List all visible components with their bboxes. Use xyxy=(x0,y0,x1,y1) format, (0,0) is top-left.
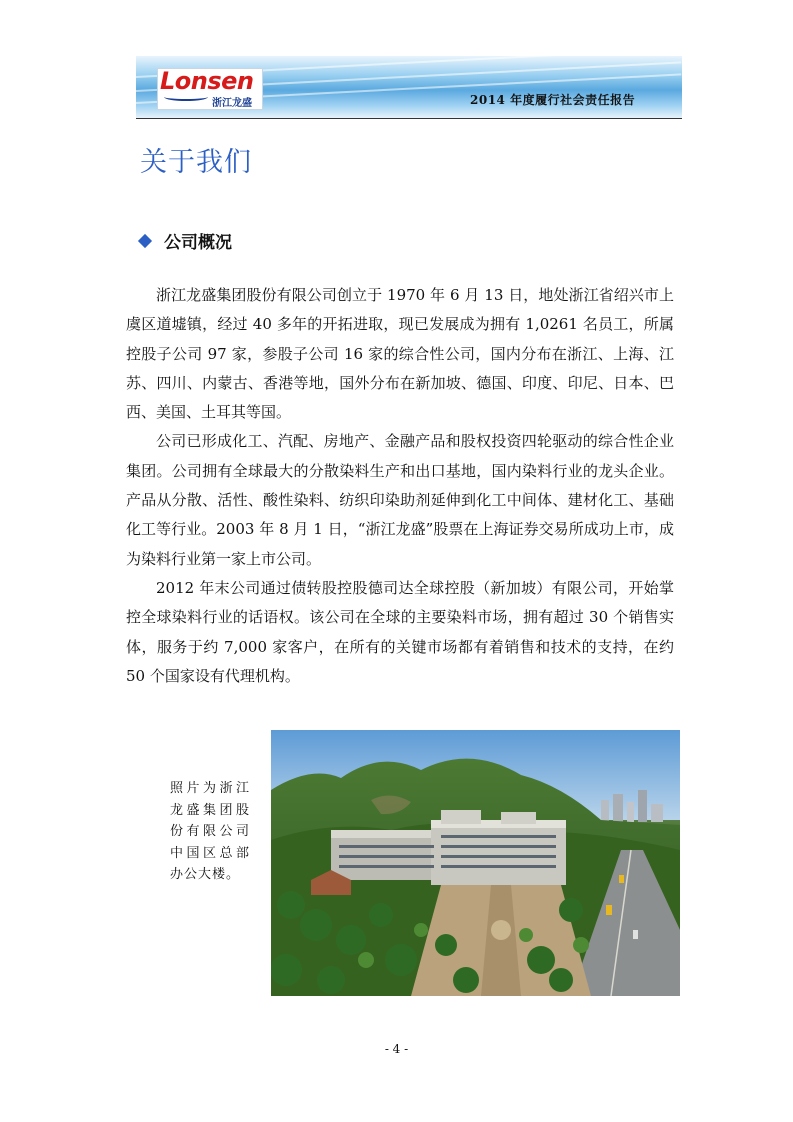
headquarters-photo xyxy=(271,730,680,996)
logo-swoosh-icon xyxy=(164,93,208,101)
header-rule xyxy=(136,118,682,119)
section-heading-label: 公司概况 xyxy=(164,233,232,253)
headquarters-photo-illustration xyxy=(271,730,680,996)
photo-caption: 照片为浙江龙盛集团股份有限公司中国区总部办公大楼。 xyxy=(170,781,250,882)
logo-subtitle: 浙江龙盛 xyxy=(212,98,252,109)
section-heading xyxy=(140,228,232,253)
paragraph: 浙江龙盛集团股份有限公司创立于 1970 年 6 月 13 日，地处浙江省绍兴市上虞区道墟镇，经过 40 多年的开拓进取，现已发展成为拥有 1,0261 名员工，所属控股子公司 97 家，参股子公司 16 家的综合性公司，国内分布在浙江、上海、江苏、四川、内蒙古、香港等地，国外分布在新加坡、德国、印度、印尼、日本、巴西、美国、土耳其等国。 xyxy=(126,286,674,422)
logo-wordmark: Lonsen xyxy=(160,67,254,95)
body-text xyxy=(126,281,674,691)
page-title: 关于我们 xyxy=(140,147,252,178)
page-number: - 4 - xyxy=(384,1042,409,1056)
report-title: 2014 年度履行社会责任报告 xyxy=(470,93,636,107)
company-logo xyxy=(157,68,263,110)
diamond-bullet-icon xyxy=(138,233,152,247)
paragraph: 公司已形成化工、汽配、房地产、金融产品和股权投资四轮驱动的综合性企业集团。公司拥有全球最大的分散染料生产和出口基地，国内染料行业的龙头企业。产品从分散、活性、酸性染料、纺织印染助剂延伸到化工中间体、建材化工、基础化工等行业。2003 年 8 月 1 日，“浙江龙盛”股票在上海证券交易所成功上市，成为染料行业第一家上市公司。 xyxy=(126,432,674,568)
paragraph: 2012 年末公司通过债转股控股德司达全球控股（新加坡）有限公司，开始掌控全球染料行业的话语权。该公司在全球的主要染料市场，拥有超过 30 个销售实体，服务于约 7,000 家客户，在所有的关键市场都有着销售和技术的支持，在约 50 个国家设有代理机构。 xyxy=(126,578,674,685)
